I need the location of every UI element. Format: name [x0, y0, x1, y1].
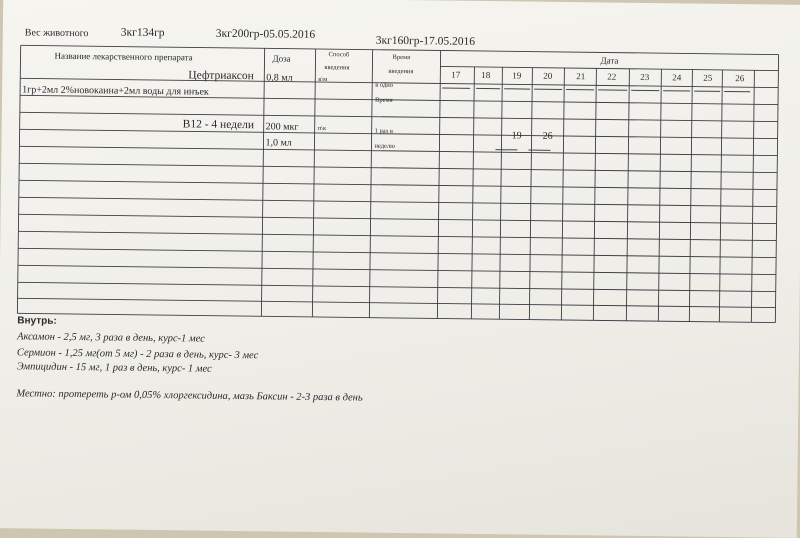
- drug-composition: 1гр+2мл 2%новокаина+2мл воды для инъек: [22, 84, 209, 98]
- date-entry: 26: [542, 130, 553, 142]
- day-header: 26: [735, 73, 745, 84]
- drug-name: Цефтриаксон: [188, 69, 254, 83]
- drug-dose: 200 мкг: [265, 121, 299, 133]
- notes-line: Аксамон - 2,5 мг, 3 раза в день, курс-1 мес: [17, 331, 205, 345]
- day-header: 20: [543, 70, 553, 81]
- notes-local: Местно: протереть р-ом 0,05% хлоргексидина, мазь Баксин - 2-3 раза в день: [16, 388, 363, 404]
- drug-time: Время: [374, 96, 393, 104]
- day-header: 24: [672, 72, 682, 83]
- col-header-date: Дата: [600, 55, 619, 66]
- col-header-method-2: введения: [324, 64, 350, 72]
- drug-time: в одно: [375, 81, 394, 89]
- notes-line: Сермион - 1,25 мг(от 5 мг) - 2 раза в день, курс- 3 мес: [16, 347, 259, 362]
- day-header: 18: [481, 69, 491, 81]
- drug-time: 1 раз в: [374, 127, 393, 135]
- date-entry: 19: [511, 130, 522, 142]
- col-header-time-1: Время: [392, 53, 411, 62]
- day-header: 25: [703, 72, 713, 83]
- drug-dose: 0,8 мл: [266, 72, 293, 84]
- col-header-time-2: введения: [388, 67, 414, 76]
- col-header-method-1: Способ: [328, 51, 350, 59]
- drug-time: неделю: [374, 142, 396, 150]
- weight-3: 3кг160гр-17.05.2016: [375, 34, 476, 48]
- col-header-name: Название лекарственного препарата: [54, 50, 193, 63]
- notes-line: Эмпицидин - 15 мг, 1 раз в день, курс- 1 мес: [16, 361, 212, 375]
- day-header: 22: [607, 71, 617, 82]
- drug-method: п\к: [317, 124, 327, 133]
- weight-label: Вес животного: [24, 27, 89, 40]
- col-header-dose: Доза: [272, 53, 291, 64]
- notes-title: Внутрь:: [17, 315, 57, 327]
- day-header: 23: [640, 71, 650, 83]
- drug-name: В12 - 4 недели: [182, 118, 255, 132]
- day-header: 21: [576, 71, 586, 82]
- day-header: 17: [451, 69, 461, 80]
- drug-method: в\м: [318, 75, 328, 84]
- day-header: 19: [512, 70, 522, 81]
- weight-1: 3кг134гр: [120, 26, 165, 40]
- drug-dose: 1,0 мл: [265, 137, 292, 149]
- weight-2: 3кг200гр-05.05.2016: [215, 27, 316, 41]
